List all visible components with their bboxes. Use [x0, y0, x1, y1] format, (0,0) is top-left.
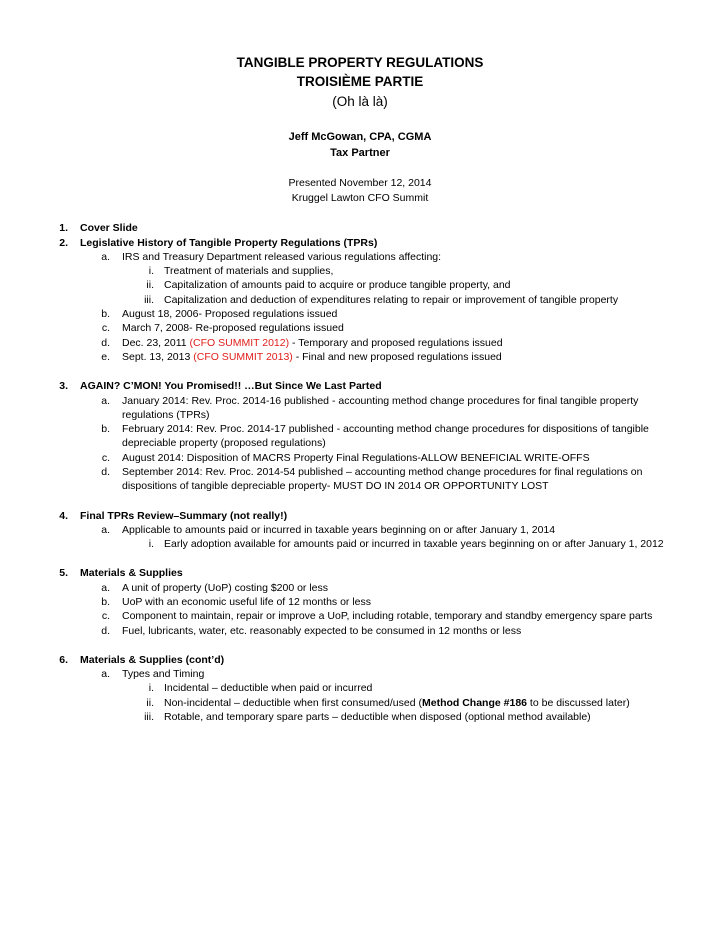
list-marker: iii. [144, 294, 154, 306]
item-text: Dec. 23, 2011 [122, 337, 190, 349]
list-item [122, 350, 502, 364]
section-1-title: Cover Slide [80, 222, 138, 234]
cfo-summit-2012-highlight: (CFO SUMMIT 2012) [189, 337, 290, 349]
cfo-summit-2013-highlight: (CFO SUMMIT 2013) [193, 351, 293, 363]
list-item: UoP with an economic useful life of 12 months or less [122, 596, 372, 608]
event-name: Kruggel Lawton CFO Summit [291, 192, 429, 204]
list-marker: c. [101, 452, 110, 464]
author-name: Jeff McGowan, CPA, CGMA [288, 131, 432, 143]
list-item-continued: depreciable property (proposed regulations) [122, 437, 326, 449]
list-marker: a. [101, 395, 110, 407]
title-line-1: TANGIBLE PROPERTY REGULATIONS [236, 55, 484, 70]
list-item: Component to maintain, repair or improve a UoP, including rotable, temporary and standby emergency spare parts [122, 610, 653, 622]
list-marker: i. [148, 538, 154, 550]
list-item: March 7, 2008- Re-proposed regulations issued [122, 322, 344, 334]
list-item: February 2014: Rev. Proc. 2014-17 published - accounting method change procedures for dispositions of tangible [122, 423, 649, 435]
section-3-number: 3. [59, 380, 68, 392]
list-item: Types and Timing [122, 668, 205, 680]
list-item [122, 336, 503, 350]
list-item [164, 696, 630, 710]
list-marker: ii. [146, 279, 154, 291]
list-item: January 2014: Rev. Proc. 2014-16 published - accounting method change procedures for final tangible property [122, 395, 639, 407]
list-marker: a. [101, 524, 110, 536]
list-item: August 2014: Disposition of MACRS Property Final Regulations-ALLOW BENEFICIAL WRITE-OFFS [122, 452, 590, 464]
list-item: A unit of property (UoP) costing $200 or less [122, 582, 329, 594]
section-4-number: 4. [59, 510, 68, 522]
section-3-title: AGAIN? C’MON! You Promised!! …But Since We Last Parted [80, 380, 382, 392]
list-item: IRS and Treasury Department released various regulations affecting: [122, 251, 442, 263]
list-marker: d. [101, 337, 110, 349]
list-marker: i. [148, 265, 154, 277]
list-marker: a. [101, 668, 110, 680]
list-marker: i. [148, 682, 154, 694]
list-marker: e. [101, 351, 110, 363]
list-item: Fuel, lubricants, water, etc. reasonably expected to be consumed in 12 months or less [122, 625, 522, 637]
list-marker: b. [101, 423, 110, 435]
section-1-number: 1. [59, 222, 68, 234]
list-item: Applicable to amounts paid or incurred in taxable years beginning on or after January 1, 2014 [122, 524, 556, 536]
section-6-title: Materials & Supplies (cont’d) [80, 654, 225, 666]
list-marker: b. [101, 308, 110, 320]
section-6-number: 6. [59, 654, 68, 666]
list-item: Rotable, and temporary spare parts – deductible when disposed (optional method available) [164, 711, 591, 723]
presented-date: Presented November 12, 2014 [288, 177, 432, 189]
list-item: September 2014: Rev. Proc. 2014-54 published – accounting method change procedures for final regulations on [122, 466, 643, 478]
item-text: - Temporary and proposed regulations issued [289, 337, 503, 349]
list-marker: iii. [144, 711, 154, 723]
title-line-2: TROISIÈME PARTIE [296, 74, 424, 89]
section-2-number: 2. [59, 237, 68, 249]
list-marker: a. [101, 582, 110, 594]
section-4-title: Final TPRs Review–Summary (not really!) [80, 510, 288, 522]
list-item: Early adoption available for amounts paid or incurred in taxable years beginning on or after January 1, 2012 [164, 538, 664, 550]
list-item: Incidental – deductible when paid or incurred [164, 682, 373, 694]
author-role: Tax Partner [330, 147, 390, 159]
item-text: - Final and new proposed regulations issued [292, 351, 502, 363]
item-text: Non-incidental – deductible when first consumed/used ( [164, 697, 422, 709]
section-2-title: Legislative History of Tangible Property Regulations (TPRs) [80, 237, 378, 249]
section-5-number: 5. [59, 567, 68, 579]
list-marker: ii. [146, 697, 154, 709]
method-change-highlight: Method Change #186 [421, 697, 528, 709]
item-text: to be discussed later) [527, 697, 630, 709]
list-marker: d. [101, 466, 110, 478]
list-marker: b. [101, 596, 110, 608]
section-5-title: Materials & Supplies [80, 567, 183, 579]
list-item: Treatment of materials and supplies, [164, 265, 334, 277]
list-item: Capitalization of amounts paid to acquire or produce tangible property, and [164, 279, 511, 291]
list-marker: c. [101, 610, 110, 622]
list-marker: c. [101, 322, 110, 334]
list-item: August 18, 2006- Proposed regulations issued [122, 308, 338, 320]
item-text: Sept. 13, 2013 [122, 351, 194, 363]
title-line-3: (Oh là là) [332, 94, 388, 109]
list-marker: a. [101, 251, 110, 263]
list-item-continued: regulations (TPRs) [122, 409, 210, 421]
list-item-continued: dispositions of tangible depreciable property- MUST DO IN 2014 OR OPPORTUNITY LOST [122, 480, 549, 492]
list-marker: d. [101, 625, 110, 637]
list-item: Capitalization and deduction of expenditures relating to repair or improvement of tangible property [164, 294, 619, 306]
